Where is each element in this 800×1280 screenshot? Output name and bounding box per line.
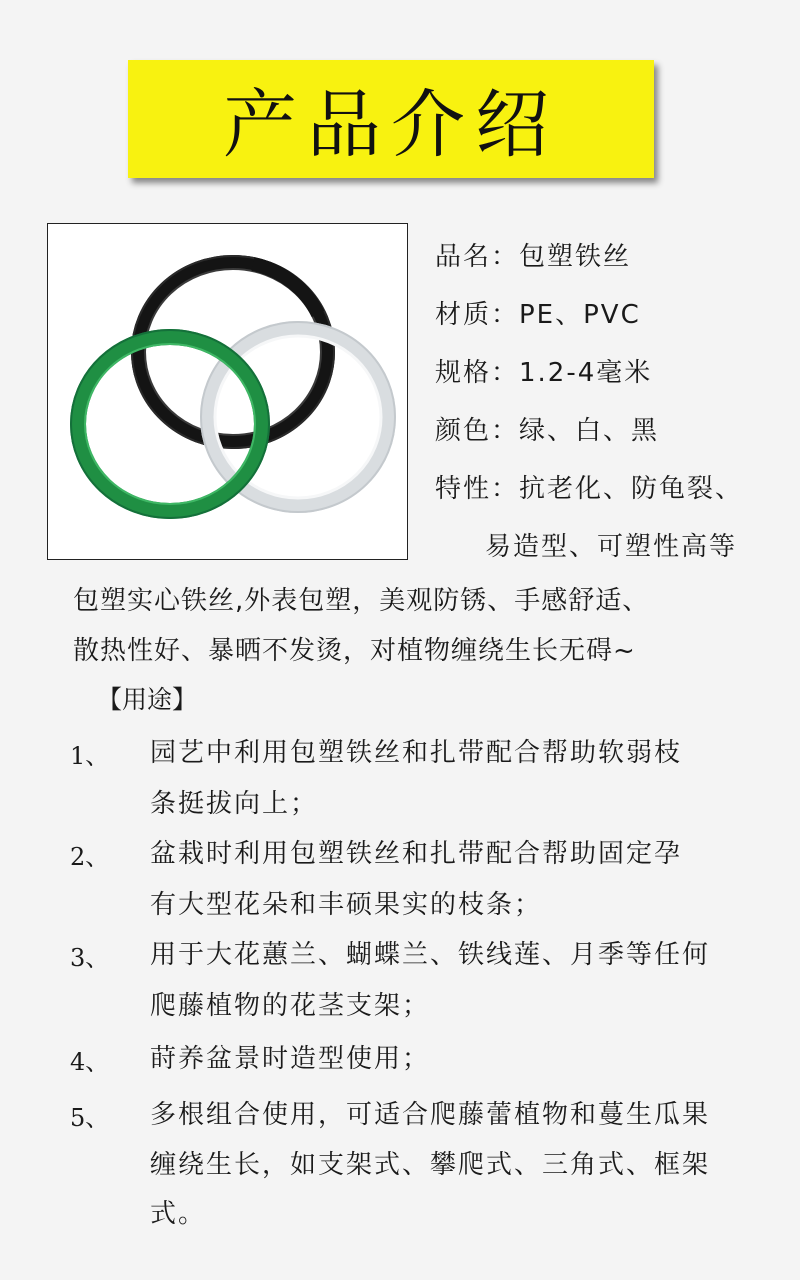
use-number: 5、 xyxy=(70,1104,110,1132)
page-title: 产品介绍 xyxy=(223,82,559,168)
spec-features: 特性：抗老化、防龟裂、 xyxy=(435,474,744,504)
spec-size: 规格：1.2-4毫米 xyxy=(435,358,653,388)
description-line: 包塑实心铁丝,外表包塑，美观防锈、手感舒适、 xyxy=(73,586,650,616)
use-number: 3、 xyxy=(70,944,110,972)
use-item-line: 用于大花蕙兰、蝴蝶兰、铁线莲、月季等任何 xyxy=(150,940,711,970)
use-item-line: 有大型花朵和丰硕果实的枝条； xyxy=(150,890,543,920)
spec-color: 颜色：绿、白、黑 xyxy=(435,416,660,446)
use-item-line: 多根组合使用，可适合爬藤蕾植物和蔓生瓜果 xyxy=(150,1100,711,1130)
spec-material: 材质：PE、PVC xyxy=(435,300,641,330)
spec-product-name: 品名：包塑铁丝 xyxy=(435,242,632,272)
use-number: 2、 xyxy=(70,843,110,871)
uses-heading: 【用途】 xyxy=(97,685,198,714)
use-item-line: 盆栽时利用包塑铁丝和扎带配合帮助固定孕 xyxy=(150,839,683,869)
use-number: 1、 xyxy=(70,742,110,770)
spec-features-cont: 易造型、可塑性高等 xyxy=(485,532,738,562)
use-item-line: 式。 xyxy=(150,1199,207,1229)
title-banner xyxy=(128,60,654,178)
use-number: 4、 xyxy=(70,1048,110,1076)
product-image xyxy=(47,223,408,560)
wire-coils-illustration xyxy=(48,224,407,559)
use-item-line: 缠绕生长，如支架式、攀爬式、三角式、框架 xyxy=(150,1150,711,1180)
use-item-line: 园艺中利用包塑铁丝和扎带配合帮助软弱枝 xyxy=(150,738,683,768)
use-item-line: 爬藤植物的花茎支架； xyxy=(150,991,431,1021)
use-item-line: 莳养盆景时造型使用； xyxy=(150,1044,431,1074)
use-item-line: 条挺拔向上； xyxy=(150,789,319,819)
description-line: 散热性好、暴晒不发烫，对植物缠绕生长无碍~ xyxy=(73,636,636,666)
